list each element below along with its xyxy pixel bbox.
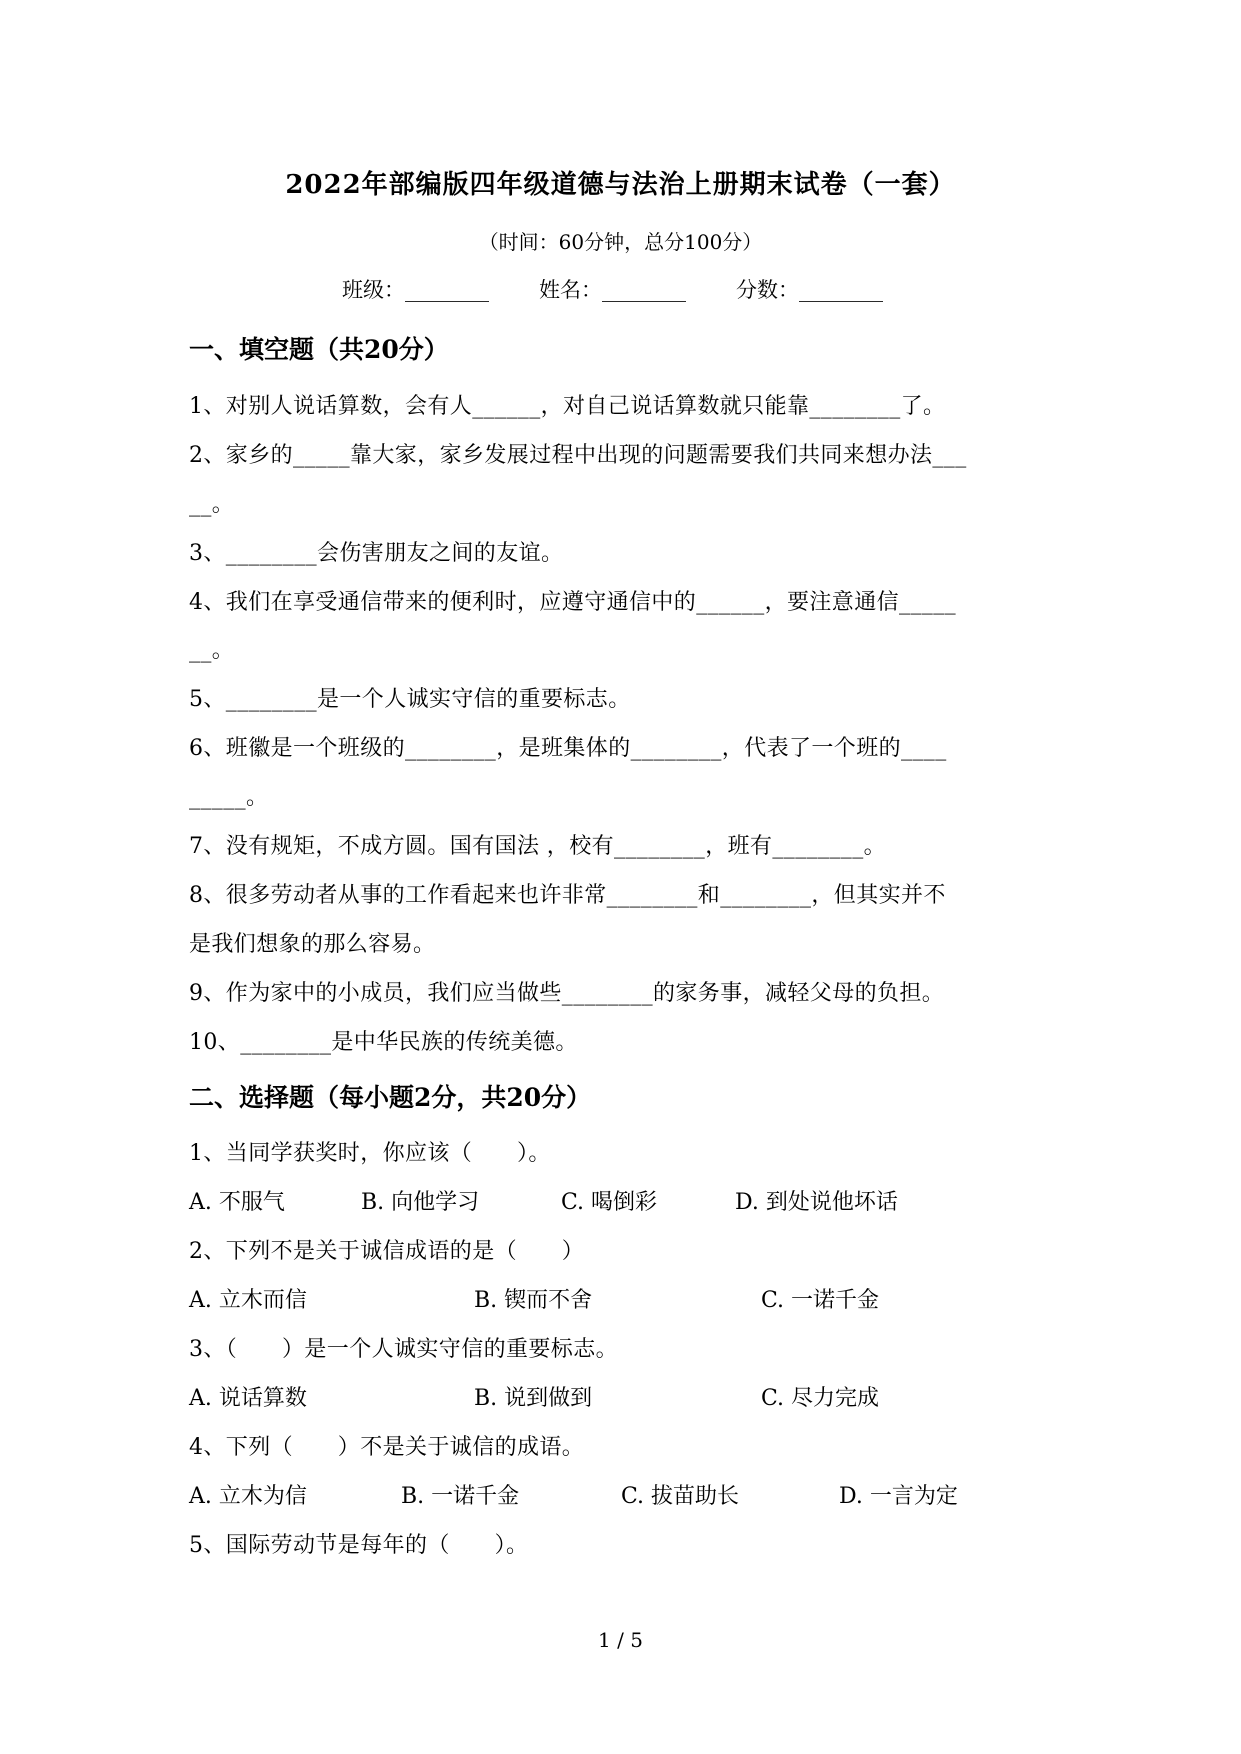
exam-subtitle: （时间：60分钟，总分100分） <box>478 230 763 254</box>
option-c: C. 尽力完成 <box>761 1386 880 1411</box>
question-line: 3、________会伤害朋友之间的友谊。 <box>189 541 564 566</box>
question-3: 3、（ ）是一个人诚实守信的重要标志。 <box>189 1337 618 1362</box>
question-line: _____。 <box>189 785 269 810</box>
option-c: C. 拔苗助长 <box>621 1484 740 1509</box>
option-b: B. 一诺千金 <box>401 1484 520 1509</box>
option-d: D. 到处说他坏话 <box>735 1190 898 1215</box>
option-c: C. 喝倒彩 <box>561 1190 658 1215</box>
student-info-row <box>342 274 883 304</box>
question-line: __。 <box>189 638 235 663</box>
option-a: A. 说话算数 <box>189 1386 307 1411</box>
option-b: B. 锲而不舍 <box>474 1288 593 1313</box>
option-a: A. 不服气 <box>189 1190 285 1215</box>
question-line: 1、对别人说话算数，会有人______，对自己说话算数就只能靠________了。 <box>189 394 946 419</box>
question-line: 6、班徽是一个班级的________，是班集体的________，代表了一个班的____ <box>189 736 947 761</box>
question-2: 2、下列不是关于诚信成语的是（ ） <box>189 1239 585 1264</box>
class-field-label: 班级：________ <box>342 278 489 302</box>
section-heading-multiple-choice: 二、选择题（每小题2分，共20分） <box>189 1083 592 1112</box>
question-line: __。 <box>189 492 235 517</box>
question-line: 是我们想象的那么容易。 <box>189 932 436 957</box>
question-line: 5、________是一个人诚实守信的重要标志。 <box>189 687 631 712</box>
score-field-label: 分数：________ <box>736 278 883 302</box>
question-line: 10、________是中华民族的传统美德。 <box>189 1030 578 1055</box>
option-d: D. 一言为定 <box>839 1484 958 1509</box>
question-line: 4、我们在享受通信带来的便利时，应遵守通信中的______，要注意通信_____ <box>189 590 956 615</box>
page-number: 1 / 5 <box>598 1628 643 1652</box>
option-b: B. 说到做到 <box>474 1386 593 1411</box>
option-a: A. 立木为信 <box>189 1484 307 1509</box>
name-field-label: 姓名：________ <box>539 278 686 302</box>
section-heading-fill-blank: 一、填空题（共20分） <box>189 335 449 364</box>
question-1: 1、当同学获奖时，你应该（ ）。 <box>189 1141 551 1166</box>
question-line: 9、作为家中的小成员，我们应当做些________的家务事，减轻父母的负担。 <box>189 981 945 1006</box>
option-a: A. 立木而信 <box>189 1288 307 1313</box>
question-line: 8、很多劳动者从事的工作看起来也许非常________和________，但其实并不 <box>189 883 946 908</box>
question-5: 5、国际劳动节是每年的（ ）。 <box>189 1533 529 1558</box>
question-line: 7、没有规矩，不成方圆。国有国法 ，校有________，班有________。 <box>189 834 886 859</box>
option-b: B. 向他学习 <box>361 1190 480 1215</box>
question-4: 4、下列（ ）不是关于诚信的成语。 <box>189 1435 585 1460</box>
page-title: 2022年部编版四年级道德与法治上册期末试卷（一套） <box>285 170 956 200</box>
question-line: 2、家乡的_____靠大家，家乡发展过程中出现的问题需要我们共同来想办法___ <box>189 443 967 468</box>
option-c: C. 一诺千金 <box>761 1288 880 1313</box>
